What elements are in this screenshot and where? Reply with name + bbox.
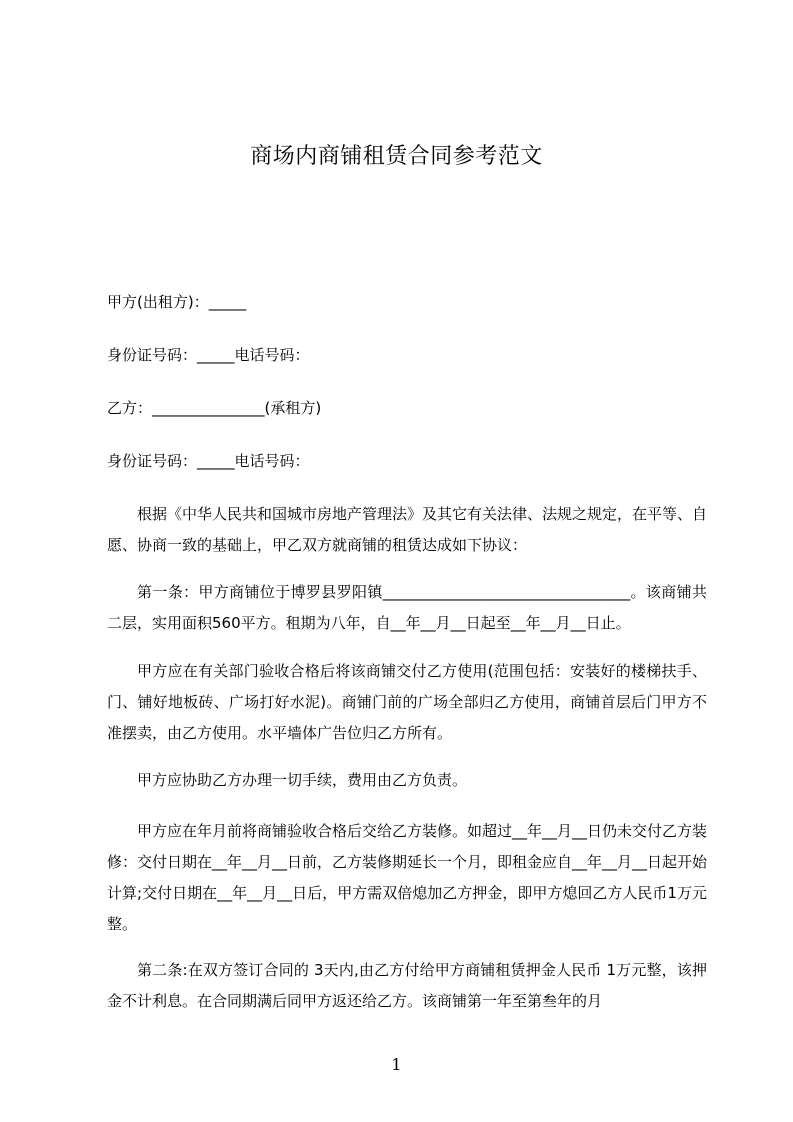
party-b-line: 乙方：_______________(承租方) — [107, 399, 322, 417]
procedures-paragraph: 甲方应协助乙方办理一切手续，费用由乙方负责。 — [137, 771, 468, 789]
article-two-paragraph: 第二条:在双方签订合同的 3天内,由乙方付给甲方商铺租赁押金人民币 1万元整，该押金不计利息。在合同期满后同甲方返还给乙方。该商铺第一年至第叁年的月 — [107, 961, 707, 1010]
preamble-paragraph: 根据《中华人民共和国城市房地产管理法》及其它有关法律、法规之规定，在平等、自愿、协商一致的基础上，甲乙双方就商铺的租赁达成如下协议： — [107, 505, 708, 554]
document-title: 商场内商铺租赁合同参考范文 — [250, 144, 543, 169]
party-a-line: 甲方(出租方)：_____ — [107, 293, 247, 311]
article-one-paragraph: 第一条：甲方商铺位于博罗县罗阳镇_________________________________。该商铺共二层，实用面积560平方。租期为八年，自__年__月__日起至__年__月__日止。 — [107, 583, 707, 632]
party-b-id-phone-line: 身份证号码：_____电话号码： — [107, 452, 310, 470]
renovation-delivery-paragraph: 甲方应在年月前将商铺验收合格后交给乙方装修。如超过__年__月__日仍未交付乙方装修：交付日期在__年__月__日前，乙方装修期延长一个月，即租金应自__年__月__日起开始计算;交付日期在__年__月__日后，甲方需双倍熄加乙方押金，即甲方熄回乙方人民币1万元整。 — [107, 822, 708, 933]
page-number: 1 — [391, 1055, 402, 1074]
handover-scope-paragraph: 甲方应在有关部门验收合格后将该商铺交付乙方使用(范围包括：安装好的楼梯扶手、门、铺好地板砖、广场打好水泥)。商铺门前的广场全部归乙方使用，商铺首层后门甲方不准摆卖，由乙方使用。水平墙体广告位归乙方所有。 — [107, 662, 707, 742]
party-a-id-phone-line: 身份证号码：_____电话号码： — [107, 346, 310, 364]
